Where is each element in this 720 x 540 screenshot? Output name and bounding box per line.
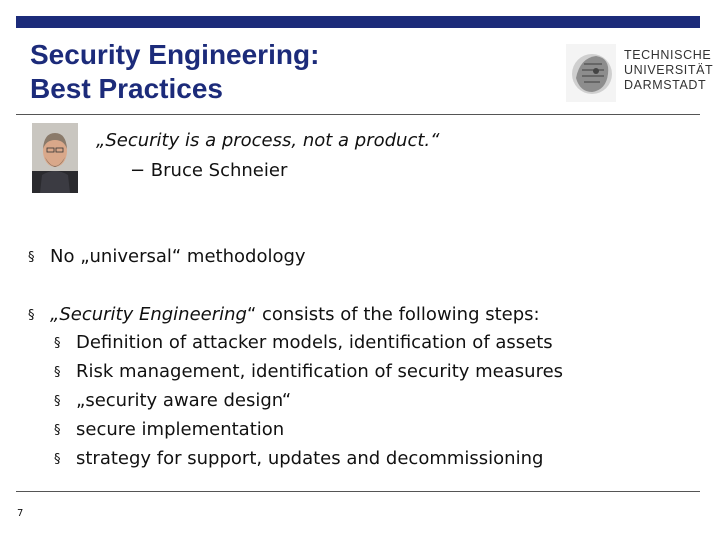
header-bar	[16, 16, 700, 28]
page-number: 7	[17, 508, 24, 519]
bullet-marker: §	[54, 452, 61, 467]
quote-text: „Security is a process, not a product.“	[96, 130, 440, 151]
bullet-marker: §	[54, 423, 61, 438]
sub-bullet-text: Risk management, identification of security measures	[76, 361, 564, 382]
quote-author: − Bruce Schneier	[130, 160, 288, 181]
logo-line-2: UNIVERSITÄT	[624, 63, 714, 77]
bullet-text: “ consists of the following steps:	[246, 304, 540, 325]
logo-line-1: TECHNISCHE	[624, 48, 712, 62]
bullet-marker: §	[54, 336, 61, 351]
athena-emblem-icon	[566, 44, 616, 102]
bullet-marker: §	[54, 394, 61, 409]
bullet-item	[28, 244, 306, 271]
sub-bullet-text: „security aware design“	[76, 390, 292, 411]
author-photo	[32, 123, 78, 193]
bullet-marker: §	[54, 365, 61, 380]
sub-bullet-item	[54, 330, 553, 357]
footer-divider	[16, 491, 700, 492]
title-line-2: Best Practices	[30, 73, 224, 104]
header-divider	[16, 114, 700, 115]
sub-bullet-text: secure implementation	[76, 419, 285, 440]
title-line-1: Security Engineering:	[30, 39, 320, 70]
page-title	[30, 38, 319, 106]
bullet-item	[28, 302, 540, 329]
bullet-marker: §	[28, 308, 35, 323]
sub-bullet-text: Definition of attacker models, identification of assets	[76, 332, 553, 353]
sub-bullet-text: strategy for support, updates and decommissioning	[76, 448, 544, 469]
logo-line-3: DARMSTADT	[624, 78, 707, 92]
sub-bullet-item	[54, 417, 284, 444]
bullet-text-emphasis: „Security Engineering	[50, 304, 247, 325]
university-logo	[566, 44, 714, 102]
logo-text	[624, 48, 713, 93]
sub-bullet-item	[54, 446, 543, 473]
sub-bullet-item	[54, 359, 563, 386]
bullet-text: No „universal“ methodology	[50, 246, 306, 267]
sub-bullet-item	[54, 388, 291, 415]
bullet-marker: §	[28, 250, 35, 265]
